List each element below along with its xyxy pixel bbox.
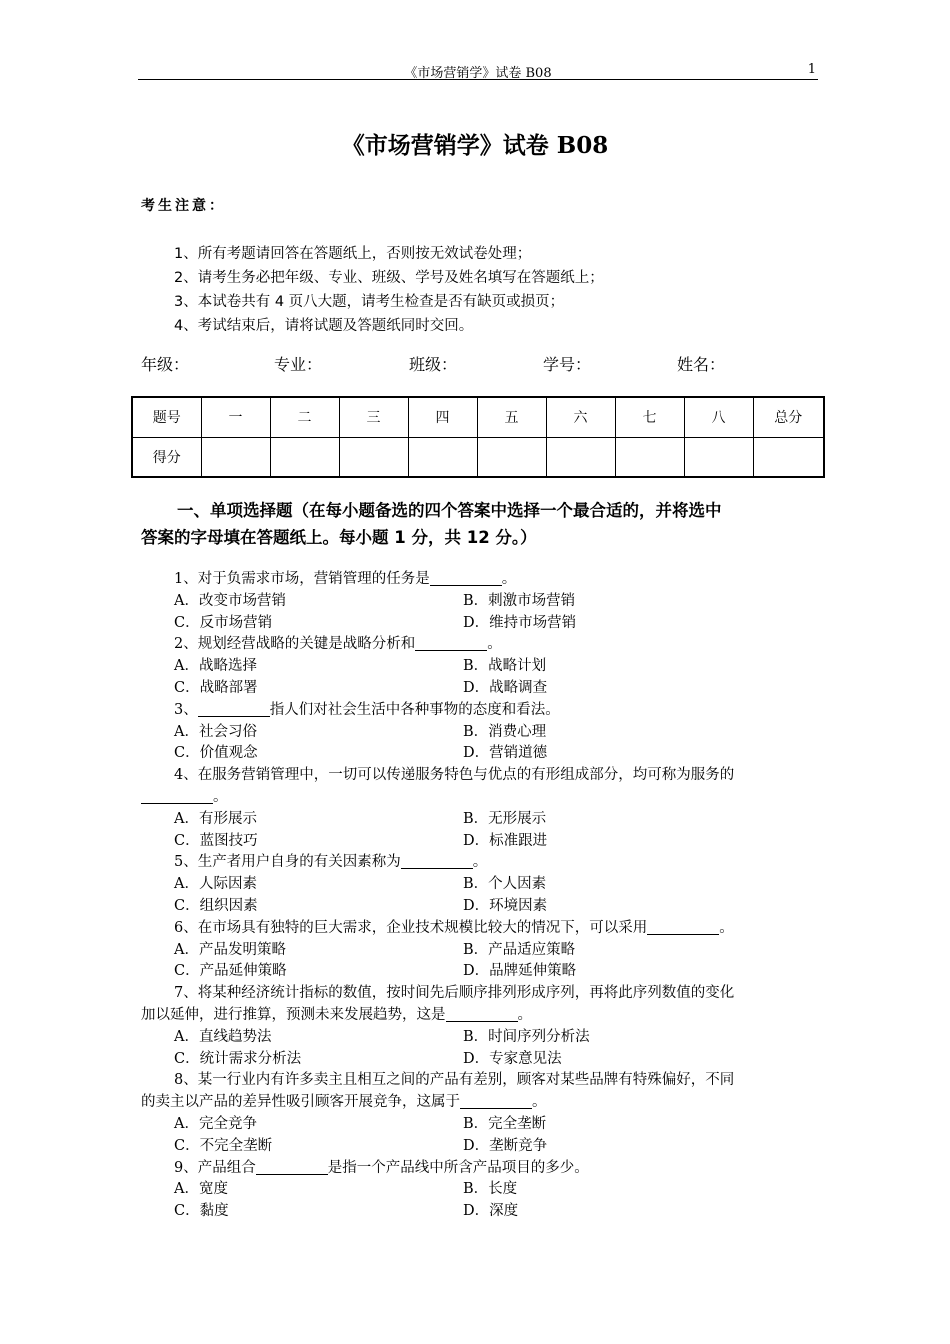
option: A．宽度 [174, 1181, 228, 1198]
score-header-cell: 五 [477, 397, 546, 437]
score-header-cell: 四 [408, 397, 477, 437]
option-row [141, 896, 821, 918]
option: D．垄断竞争 [463, 1137, 548, 1154]
score-table-score-row [132, 437, 824, 477]
answer-blank [401, 853, 473, 869]
option: A．产品发明策略 [174, 941, 286, 958]
answer-blank [430, 570, 502, 586]
option: C．反市场营销 [174, 614, 273, 631]
option: B．产品适应策略 [463, 941, 576, 958]
score-header-cell: 二 [270, 397, 339, 437]
question-text: 。 [517, 1006, 532, 1023]
score-cell [270, 437, 339, 477]
score-row-label: 得分 [132, 437, 201, 477]
option-row [141, 961, 821, 983]
option: A．社会习俗 [174, 723, 257, 740]
score-cell [753, 437, 824, 477]
option-row [141, 1027, 821, 1049]
student-id-field-label: 学号： [543, 355, 592, 374]
class-field-label: 班级： [409, 355, 458, 374]
notice-label: 考生注意： [141, 198, 226, 214]
answer-blank [256, 1159, 328, 1175]
question-text: 。 [501, 571, 517, 587]
option-row [141, 591, 821, 613]
question-stem [141, 918, 821, 940]
option: D．维持市场营销 [463, 614, 577, 631]
question-stem-continued [141, 1092, 821, 1114]
option: D．专家意见法 [463, 1050, 562, 1067]
running-title: 《市场营销学》试卷 B08 [404, 66, 552, 81]
option: B．战略计划 [463, 658, 547, 675]
option-row [141, 1136, 821, 1158]
question-stem [141, 1070, 821, 1092]
option: A．直线趋势法 [174, 1028, 272, 1045]
question-list [141, 569, 821, 1223]
option: B．刺激市场营销 [463, 592, 576, 609]
question-text: 。 [472, 854, 488, 871]
question-stem [141, 569, 821, 591]
option: A．完全竞争 [174, 1115, 257, 1132]
question-stem [141, 765, 821, 787]
option: C．产品延伸策略 [174, 963, 287, 980]
notice-item: 3、本试卷共有 4 页八大题，请考生检查是否有缺页或损页； [174, 294, 565, 310]
option: B．完全垄断 [463, 1115, 547, 1132]
option-row [141, 678, 821, 700]
option: C．组织因素 [174, 897, 258, 914]
question-text: 6、在市场具有独特的巨大需求，企业技术规模比较大的情况下，可以采用 [174, 919, 648, 936]
answer-blank [198, 701, 270, 717]
question-stem [141, 1158, 821, 1180]
section-1-heading-line: 答案的字母填在答题纸上。每小题 1 分，共 12 分。） [141, 528, 537, 547]
score-cell [477, 437, 546, 477]
score-header-cell: 六 [546, 397, 615, 437]
section-1-heading-line [141, 497, 821, 524]
score-table [131, 396, 825, 478]
option: D．深度 [463, 1203, 519, 1220]
option-row [141, 809, 821, 831]
question-text: 的卖主以产品的差异性吸引顾客开展竞争，这属于 [141, 1094, 460, 1111]
option: B．无形展示 [463, 810, 547, 827]
option: D．营销道德 [463, 745, 548, 762]
option: D．标准跟进 [463, 832, 548, 849]
option-row [141, 940, 821, 962]
option-row [141, 722, 821, 744]
score-cell [201, 437, 270, 477]
option-row [141, 656, 821, 678]
notice-list [174, 242, 604, 338]
exam-title: 《市场营销学》试卷 B08 [341, 132, 609, 159]
option: C．蓝图技巧 [174, 832, 258, 849]
question-text: 。 [719, 919, 734, 936]
score-header-cell: 七 [615, 397, 684, 437]
question-stem [141, 983, 821, 1005]
question-text: 。 [487, 636, 502, 653]
page-number: 1 [807, 62, 816, 77]
score-cell [546, 437, 615, 477]
grade-field-label: 年级： [141, 355, 190, 374]
question-text: 7、将某种经济统计指标的数值，按时间先后顺序排列形成序列，再将此序列数值的变化 [174, 985, 735, 1002]
notice-item: 4、考试结束后，请将试题及答题纸同时交回。 [174, 318, 474, 334]
notice-item: 2、请考生务必把年级、专业、班级、学号及姓名填写在答题纸上； [174, 270, 604, 286]
option-row [141, 1049, 821, 1071]
answer-blank [415, 635, 487, 651]
question-text: 。 [532, 1094, 547, 1111]
question-text: 2、规划经营战略的关键是战略分析和 [174, 636, 416, 653]
option: C．战略部署 [174, 679, 258, 696]
section-1-heading [141, 497, 821, 551]
option: B．长度 [463, 1181, 518, 1198]
notice-item: 1、所有考题请回答在答题纸上，否则按无效试卷处理； [174, 246, 532, 262]
option-row [141, 1201, 821, 1223]
option: D．品牌延伸策略 [463, 963, 577, 980]
answer-blank [446, 1006, 518, 1022]
question-text: 。 [213, 788, 228, 805]
question-text: 加以延伸，进行推算，预测未来发展趋势，这是 [141, 1006, 446, 1023]
score-header-cell: 题号 [132, 397, 201, 437]
question-text: 是指一个产品线中所含产品项目的多少。 [327, 1159, 589, 1176]
option: A．人际因素 [174, 876, 257, 893]
option: A．有形展示 [174, 810, 257, 827]
option: D．战略调查 [463, 679, 548, 696]
question-text: 5、生产者用户自身的有关因素称为 [174, 854, 401, 871]
score-header-cell: 总分 [753, 397, 824, 437]
section-1-heading-text: 一、单项选择题（在每小题备选的四个答案中选择一个最合适的，并将选中 [177, 501, 722, 520]
question-text: 8、某一行业内有许多卖主且相互之间的产品有差别，顾客对某些品牌有特殊偏好，不同 [174, 1072, 735, 1089]
option: A．改变市场营销 [174, 592, 286, 609]
score-cell [408, 437, 477, 477]
question-text: 4、在服务营销管理中，一切可以传递服务特色与优点的有形组成部分，均可称为服务的 [174, 767, 735, 784]
option-row [141, 1179, 821, 1201]
option-row [141, 613, 821, 635]
score-header-cell: 八 [684, 397, 753, 437]
option: C．不完全垄断 [174, 1137, 273, 1154]
option: B．个人因素 [463, 876, 547, 893]
option-row [141, 1114, 821, 1136]
major-field-label: 专业： [274, 355, 323, 374]
score-cell [615, 437, 684, 477]
option: C．黏度 [174, 1203, 229, 1220]
question-stem [141, 852, 821, 874]
option: B．时间序列分析法 [463, 1028, 590, 1045]
question-stem [141, 634, 821, 656]
answer-blank [647, 919, 719, 935]
option: D．环境因素 [463, 897, 548, 914]
option: B．消费心理 [463, 723, 547, 740]
option: C．统计需求分析法 [174, 1050, 302, 1067]
option: C．价值观念 [174, 745, 258, 762]
score-header-cell: 三 [339, 397, 408, 437]
option: A．战略选择 [174, 658, 257, 675]
answer-blank [141, 788, 213, 804]
option-row [141, 831, 821, 853]
option-row [141, 743, 821, 765]
question-stem-continued [141, 787, 821, 809]
question-stem-continued [141, 1005, 821, 1027]
answer-blank [460, 1093, 532, 1109]
question-text: 9、产品组合 [174, 1159, 256, 1176]
question-stem [141, 700, 821, 722]
score-cell [684, 437, 753, 477]
score-header-cell: 一 [201, 397, 270, 437]
running-header [138, 61, 818, 80]
score-table-header-row [132, 397, 824, 437]
score-cell [339, 437, 408, 477]
question-text: 指人们对社会生活中各种事物的态度和看法。 [269, 701, 560, 718]
question-text: 3、 [174, 701, 198, 718]
student-info-row [141, 352, 821, 374]
option-row [141, 874, 821, 896]
name-field-label: 姓名： [677, 355, 726, 374]
question-text: 1、对于负需求市场，营销管理的任务是 [174, 571, 430, 587]
